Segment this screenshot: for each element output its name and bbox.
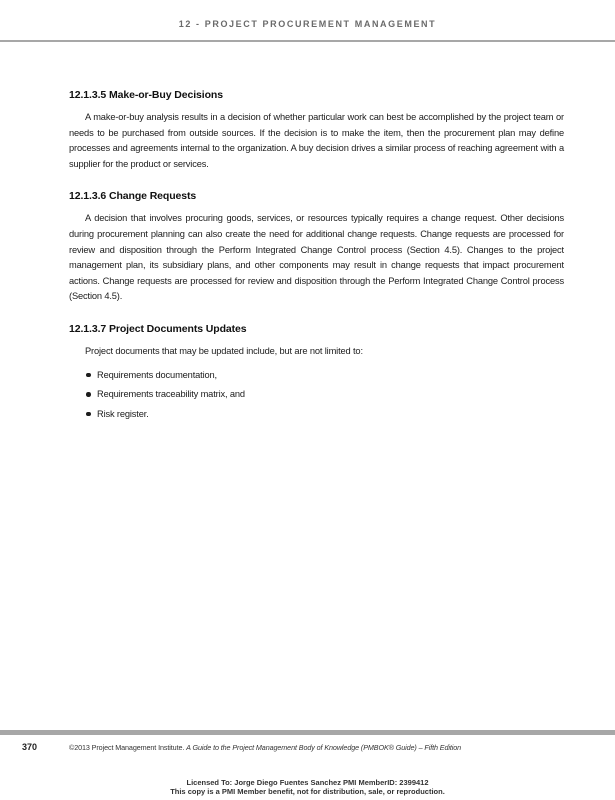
chapter-title: 12 - PROJECT PROCUREMENT MANAGEMENT	[178, 19, 437, 29]
section-paragraph: A decision that involves procuring goods, services, or resources typically requires a change request. Other decisions during procurement planning can also create the need for additional change requests. Change requests are processed for review and disposition through the Perform Integrated Change Control process (Section 4.5). Changes to the project management plan, its subsidiary plans, and other components may result in change requests that impact procurement actions. Change requests are processed for review and disposition through the Perform Integrated Change Control process (Section 4.5).	[69, 213, 564, 302]
bullet-icon	[86, 373, 91, 378]
license-line-2: This copy is a PMI Member benefit, not for distribution, sale, or reproduction.	[170, 786, 445, 796]
section-heading: 12.1.3.7 Project Documents Updates	[69, 322, 247, 335]
list-item-text: Risk register.	[97, 408, 149, 419]
page-content	[69, 88, 564, 424]
header-rule	[0, 40, 615, 42]
section-change-requests	[69, 189, 564, 305]
list-item	[86, 366, 564, 386]
license-notice	[0, 779, 615, 796]
list-item	[86, 385, 564, 405]
section-paragraph: Project documents that may be updated include, but are not limited to:	[85, 345, 363, 356]
section-make-or-buy	[69, 88, 564, 172]
list-item	[86, 405, 564, 425]
footer-rule	[0, 730, 615, 735]
section-heading: 12.1.3.6 Change Requests	[69, 190, 197, 203]
section-heading: 12.1.3.5 Make-or-Buy Decisions	[69, 89, 223, 101]
list-item-text: Requirements documentation,	[97, 369, 217, 380]
copyright-text: ©2013 Project Management Institute.	[69, 743, 187, 752]
bullet-list	[69, 366, 564, 425]
bullet-icon	[86, 412, 91, 417]
section-paragraph: A make-or-buy analysis results in a decision of whether particular work can best be accomplished by the project team or needs to be purchased from outside sources. If the decision is to make the item, then the procurement plan may define processes and agreements internal to the organization. A buy decision drives a similar process of reaching agreement with a supplier for the product or services.	[69, 112, 564, 169]
bullet-icon	[86, 392, 91, 397]
footer-citation	[69, 743, 461, 752]
list-item-text: Requirements traceability matrix, and	[97, 389, 245, 400]
book-title: A Guide to the Project Management Body of Knowledge (PMBOK® Guide) – Fifth Edition	[186, 743, 462, 752]
license-line-1: Licensed To: Jorge Diego Fuentes Sanchez PMI MemberID: 2399412	[186, 778, 429, 787]
running-header	[0, 0, 615, 42]
page-number: 370	[22, 742, 38, 752]
section-project-documents-updates	[69, 322, 564, 424]
